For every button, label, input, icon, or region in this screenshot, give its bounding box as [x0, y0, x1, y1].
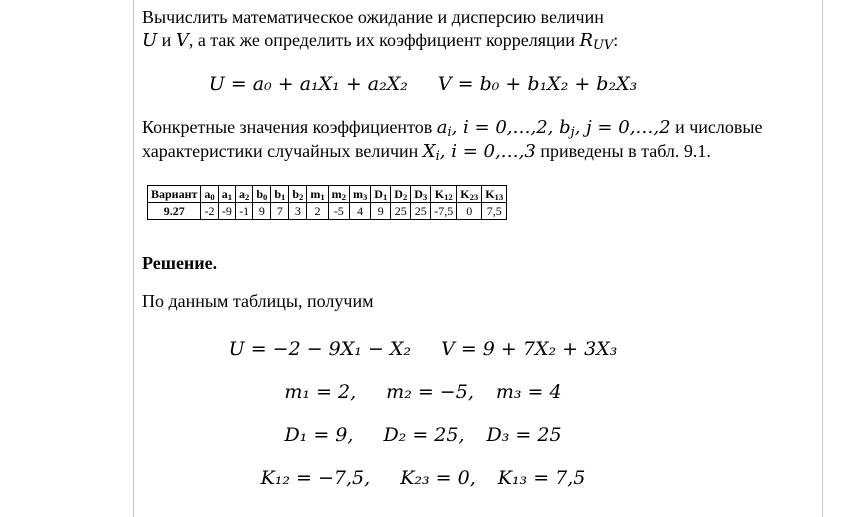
means-line [0, 380, 846, 404]
th-m2: $m_2$ [328, 186, 349, 203]
corr-symbol: R [579, 30, 593, 51]
coef-a: a [436, 117, 448, 138]
desc-text-1-end: и числовые [670, 117, 763, 137]
mean-m1: m₁ = 2, [284, 381, 357, 403]
th-a2: $a_2$ [236, 186, 253, 203]
var-d1: D₁ = 9, [284, 424, 354, 446]
desc-text-2-end: приведены в табл. 9.1. [535, 141, 711, 161]
th-m1: $m_1$ [307, 186, 328, 203]
range-i: , i = 0,…,2, [451, 117, 560, 138]
desc-text-1: Конкретные значения коэффициентов [142, 117, 437, 137]
task-line-1 [142, 6, 604, 28]
data-table [147, 185, 507, 220]
var-v: V [175, 30, 189, 51]
task-tail: , а так же определить их коэффициент корреляции [188, 30, 580, 50]
cell-a1: -9 [218, 203, 235, 220]
desc-text-2: характеристики случайных величин [142, 141, 423, 161]
mean-m2: m₂ = −5, [386, 381, 474, 403]
formula-v-sub: V = 9 + 7X₂ + 3X₃ [441, 338, 618, 360]
th-a1: $a_1$ [218, 186, 235, 203]
solution-intro: По данным таблицы, получим [142, 291, 374, 311]
th-d3: $D_3$ [411, 186, 431, 203]
corr-k13: K₁₃ = 7,5 [497, 467, 586, 489]
formula-substituted [0, 337, 846, 361]
th-k23: $K_{23}$ [457, 186, 482, 203]
solution-heading: Решение. [142, 253, 218, 273]
th-b1: $b_1$ [271, 186, 289, 203]
corr-sub: UV [593, 38, 614, 54]
cell-m2: -5 [328, 203, 349, 220]
cell-d2: 25 [391, 203, 411, 220]
th-k12: $K_{12}$ [431, 186, 457, 203]
th-variant: Вариант [148, 186, 201, 203]
th-d2: $D_2$ [391, 186, 411, 203]
th-a0: $a_0$ [201, 186, 218, 203]
range-j: , j = 0,…,2 [574, 117, 671, 138]
cell-a2: -1 [236, 203, 253, 220]
cell-k13: 7,5 [482, 203, 507, 220]
cell-b0: 9 [253, 203, 271, 220]
coef-a-sub: i [447, 125, 452, 141]
th-m3: $m_3$ [349, 186, 370, 203]
task-text-1: Вычислить математическое ожидание и дисперсию величин [142, 7, 604, 27]
th-b0: $b_0$ [253, 186, 271, 203]
cell-d3: 25 [411, 203, 431, 220]
cell-m1: 2 [307, 203, 328, 220]
formula-u-def: U = a₀ + a₁X₁ + a₂X₂ [208, 73, 408, 95]
task-line-2 [142, 29, 618, 52]
task-colon: : [613, 30, 619, 50]
desc-line-1 [142, 116, 762, 139]
cell-b1: 7 [271, 203, 289, 220]
corr-k23: K₂₃ = 0, [400, 467, 476, 489]
var-d3: D₃ = 25 [486, 424, 562, 446]
variances-line [0, 423, 846, 447]
formula-v-def: V = b₀ + b₁X₂ + b₂X₃ [437, 73, 638, 95]
var-d2: D₂ = 25, [383, 424, 465, 446]
th-b2: $b_2$ [289, 186, 307, 203]
cell-k23: 0 [457, 203, 482, 220]
var-u: U [142, 30, 158, 51]
mean-m3: m₃ = 4 [495, 381, 562, 403]
cell-variant: 9.27 [148, 203, 201, 220]
table-header-row [148, 186, 507, 203]
var-x-sub: i [435, 149, 440, 165]
cell-a0: -2 [201, 203, 218, 220]
th-d1: $D_1$ [371, 186, 391, 203]
correlations-line [0, 466, 846, 490]
coef-b-sub: j [570, 125, 575, 141]
cell-m3: 4 [349, 203, 370, 220]
table-row [148, 203, 507, 220]
formula-u-sub: U = −2 − 9X₁ − X₂ [228, 338, 412, 360]
cell-k12: -7,5 [431, 203, 457, 220]
task-and: и [157, 30, 176, 50]
var-x: X [422, 141, 436, 162]
cell-d1: 9 [371, 203, 391, 220]
formula-definition [0, 72, 846, 96]
range-x: , i = 0,…,3 [439, 141, 536, 162]
th-k13: $K_{13}$ [482, 186, 507, 203]
desc-line-2 [142, 140, 711, 163]
corr-k12: K₁₂ = −7,5, [260, 467, 371, 489]
cell-b2: 3 [289, 203, 307, 220]
coef-b: b [559, 117, 571, 138]
